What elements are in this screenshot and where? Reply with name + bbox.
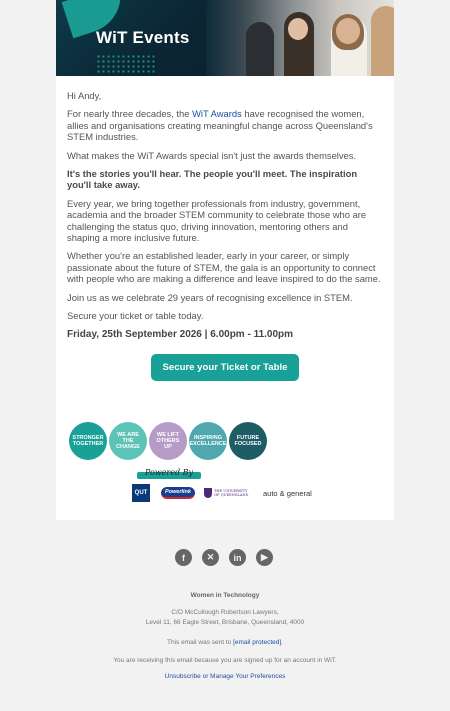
cta-container (67, 354, 383, 381)
x-twitter-icon[interactable]: ✕ (202, 549, 219, 566)
person-head (288, 18, 308, 40)
paragraph-join: Join us as we celebrate 29 years of recognising excellence in STEM. (67, 291, 353, 303)
badge-label: INSPIRING EXCELLENCE (189, 435, 227, 447)
paragraph-stories: It's the stories you'll hear. The people you'll meet. The inspiration you'll take away. (67, 168, 358, 191)
uq-logo (204, 484, 256, 502)
hero-title: WiT Events (96, 28, 190, 47)
footer-sent-to (0, 639, 450, 646)
wit-awards-link[interactable]: WiT Awards (192, 108, 242, 120)
youtube-icon[interactable]: ▶ (256, 549, 273, 566)
email-body (56, 76, 394, 381)
person-head (336, 18, 360, 44)
text: This email was sent to (167, 639, 234, 646)
paragraph-intro (67, 108, 383, 142)
text: . (281, 639, 283, 646)
footer-org-name: Women in Technology (190, 592, 260, 599)
person-silhouette (371, 6, 394, 76)
powerlink-logo-text: Powerlink (161, 487, 195, 499)
auto-general-logo (263, 484, 323, 502)
footer-address-line2: Level 11, 66 Eagle Street, Brisbane, Queensland, 4000 (145, 619, 305, 626)
badge-inspiring-excellence (189, 422, 227, 460)
person-silhouette (246, 22, 274, 76)
badge-we-lift-others-up (149, 422, 187, 460)
social-links (175, 549, 275, 567)
qut-logo-text: QUT (134, 490, 148, 496)
event-date: Friday, 25th September 2026 | 6.00pm - 11.00pm (67, 328, 294, 340)
greeting: Hi Andy, (67, 90, 102, 101)
linkedin-icon[interactable]: in (229, 549, 246, 566)
hero-banner (56, 0, 394, 76)
text: For nearly three decades, the (67, 108, 193, 120)
facebook-icon[interactable]: f (175, 549, 192, 566)
footer-address-line1: C/O McCullough Robertson Lawyers, (171, 609, 279, 616)
paragraph-every-year: Every year, we bring together professionals from industry, government, academia and the broader STEM community to celebrate those who are challenging the status quo, driving innovation, mentoring others and shaping a more inclusive future. (67, 197, 367, 244)
dot-pattern-graphic (96, 54, 156, 74)
qut-logo (132, 484, 150, 502)
badge-label: WE LIFT OTHERS UP (156, 432, 180, 450)
secure-ticket-button[interactable]: Secure your Ticket or Table (151, 354, 300, 381)
uq-logo-text: THE UNIVERSITY OF QUEENSLAND (214, 489, 249, 497)
text: have recognised the women, allies and organisations creating meaningful change across Queensland's STEM industries. (67, 108, 373, 143)
auto-general-logo-text: auto & general (263, 488, 312, 498)
recipient-email-link[interactable]: [email protected] (233, 639, 282, 646)
uq-crest-icon (204, 488, 212, 498)
paragraph-whether: Whether you're an established leader, early in your career, or simply passionate about the future of STEM, the gala is an opportunity to connect with people who are making a difference and leave inspired to do the same. (67, 250, 381, 285)
paragraph-secure: Secure your ticket or table today. (67, 310, 204, 322)
powerlink-logo (161, 484, 197, 502)
badge-we-are-the-change (109, 422, 147, 460)
unsubscribe-link[interactable]: Unsubscribe or Manage Your Preferences (164, 673, 286, 680)
paragraph-special: What makes the WiT Awards special isn't just the awards themselves. (67, 149, 357, 161)
value-badges (69, 422, 269, 462)
badge-label: FUTURE FOCUSED (234, 435, 262, 447)
badge-label: WE ARE THE CHANGE (116, 432, 140, 450)
footer-reason: You are receiving this email because you are signed up for an account in WiT. (113, 657, 337, 664)
sponsor-logos (75, 484, 312, 504)
hero-photo (206, 0, 394, 76)
badge-future-focused (229, 422, 267, 460)
powered-by-text: Powered By (144, 468, 194, 477)
powered-by-banner (137, 468, 201, 482)
badge-stronger-together (69, 422, 107, 460)
badge-label: STRONGER TOGETHER (72, 435, 104, 447)
